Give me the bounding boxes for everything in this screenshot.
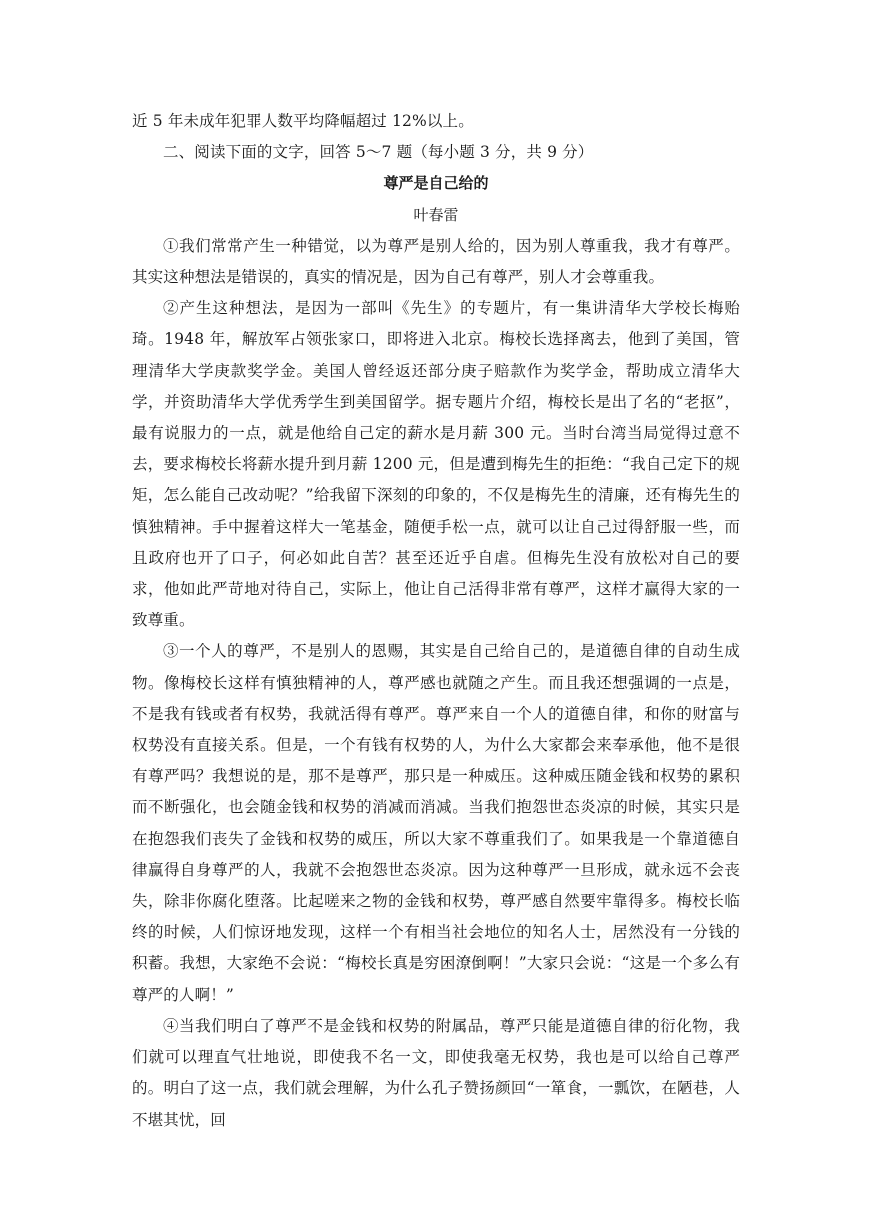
article-author: 叶春雷	[413, 205, 459, 224]
paragraph-3: ③一个人的尊严，不是别人的恩赐，其实是自己给自己的，是道德自律的自动生成物。像梅校长这样有慎独精神的人，尊严感也就随之产生。而且我还想强调的一点是，不是我有钱或者有权势，我就活得有尊严。尊严来自一个人的道德自律，和你的财富与权势没有直接关系。但是，一个有钱有权势的人，为什么大家都会来奉承他，他不是很有尊严吗？我想说的是，那不是尊严，那只是一种威压。这种威压随金钱和权势的累积而不断强化，也会随金钱和权势的消减而消减。当我们抱怨世态炎凉的时候，其实只是在抱怨我们丧失了金钱和权势的威压，所以大家不尊重我们了。如果我是一个靠道德自律赢得自身尊严的人，我就不会抱怨世态炎凉。因为这种尊严一旦形成，就永远不会丧失，除非你腐化堕落。比起嗟来之物的金钱和权势，尊严感自然要牢靠得多。梅校长临终的时候，人们惊讶地发现，这样一个有相当社会地位的知名人士，居然没有一分钱的积蓄。我想，大家绝不会说：“梅校长真是穷困潦倒啊！”大家只会说：“这是一个多么有尊严的人啊！”	[132, 642, 740, 1004]
paragraph-2: ②产生这种想法，是因为一部叫《先生》的专题片，有一集讲清华大学校长梅贻琦。1948 年，解放军占领张家口，即将进入北京。梅校长选择离去，他到了美国，管理清华大学庚款奖学金。美国人曾经返还部分庚子赔款作为奖学金，帮助成立清华大学，并资助清华大学优秀学生到美国留学。据专题片介绍，梅校长是出了名的“老抠”，最有说服力的一点，就是他给自己定的薪水是月薪 300 元。当时台湾当局觉得过意不去，要求梅校长将薪水提升到月薪 1200 元，但是遭到梅先生的拒绝：“我自己定下的规矩，怎么能自己改动呢？”给我留下深刻的印象的，不仅是梅先生的清廉，还有梅先生的慎独精神。手中握着这样大一笔基金，随便手松一点，就可以让自己过得舒服一些，而且政府也开了口子，何必如此自苦？甚至还近乎自虐。但梅先生没有放松对自己的要求，他如此严苛地对待自己，实际上，他让自己活得非常有尊严，这样才赢得大家的一致尊重。	[132, 299, 740, 630]
document-page	[132, 106, 740, 1136]
section-heading: 二、阅读下面的文字，回答 5～7 题（每小题 3 分，共 9 分）	[163, 143, 594, 162]
paragraph-4: ④当我们明白了尊严不是金钱和权势的附属品，尊严只能是道德自律的衍化物，我们就可以理直气壮地说，即使我不名一文，即使我毫无权势，我也是可以给自己尊严的。明白了这一点，我们就会理解，为什么孔子赞扬颜回“一箪食，一瓢饮，在陋巷，人不堪其忧，回	[132, 1016, 740, 1129]
paragraph-1: ①我们常常产生一种错觉，以为尊严是别人给的，因为别人尊重我，我才有尊严。其实这种想法是错误的，真实的情况是，因为自己有尊严，别人才会尊重我。	[132, 236, 740, 287]
intro-line: 近 5 年未成年犯罪人数平均降幅超过 12%以上。	[132, 112, 474, 130]
article-title: 尊严是自己给的	[383, 174, 489, 193]
